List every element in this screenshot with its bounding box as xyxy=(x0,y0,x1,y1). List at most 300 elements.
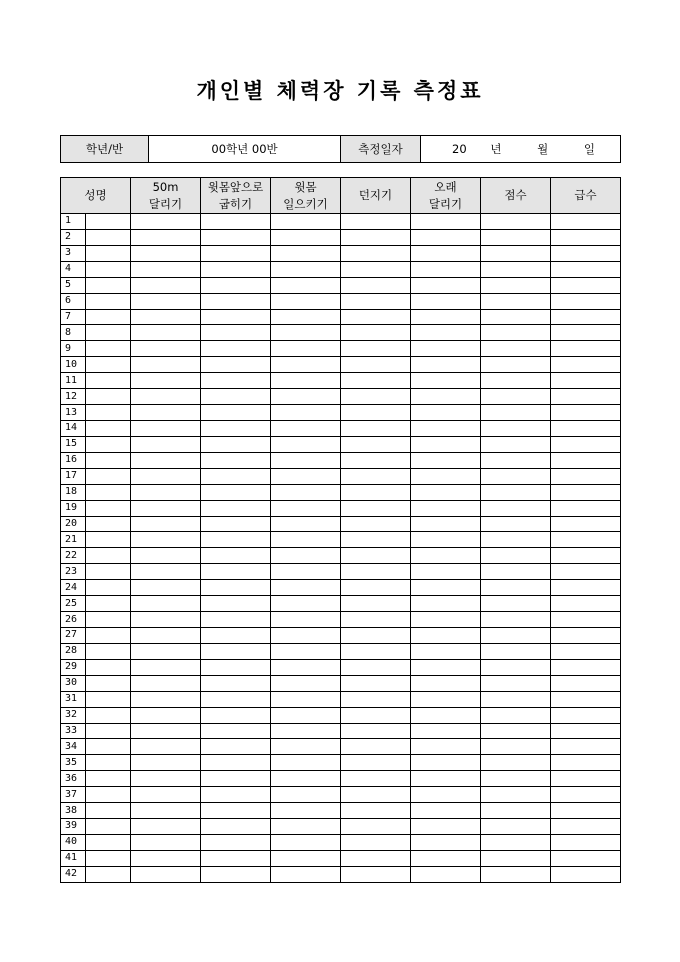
score-cell[interactable] xyxy=(481,627,551,643)
throw-cell[interactable] xyxy=(341,325,411,341)
score-cell[interactable] xyxy=(481,420,551,436)
grade-cell[interactable] xyxy=(551,866,621,882)
throw-cell[interactable] xyxy=(341,739,411,755)
run-50m-cell[interactable] xyxy=(131,389,201,405)
endurance-run-cell[interactable] xyxy=(411,548,481,564)
sit-and-reach-cell[interactable] xyxy=(201,787,271,803)
name-cell[interactable] xyxy=(86,309,131,325)
run-50m-cell[interactable] xyxy=(131,261,201,277)
sit-and-reach-cell[interactable] xyxy=(201,357,271,373)
score-cell[interactable] xyxy=(481,580,551,596)
score-cell[interactable] xyxy=(481,245,551,261)
score-cell[interactable] xyxy=(481,803,551,819)
name-cell[interactable] xyxy=(86,707,131,723)
sit-ups-cell[interactable] xyxy=(271,389,341,405)
grade-cell[interactable] xyxy=(551,596,621,612)
endurance-run-cell[interactable] xyxy=(411,277,481,293)
name-cell[interactable] xyxy=(86,277,131,293)
run-50m-cell[interactable] xyxy=(131,484,201,500)
score-cell[interactable] xyxy=(481,468,551,484)
grade-cell[interactable] xyxy=(551,293,621,309)
endurance-run-cell[interactable] xyxy=(411,468,481,484)
sit-and-reach-cell[interactable] xyxy=(201,532,271,548)
name-cell[interactable] xyxy=(86,325,131,341)
sit-and-reach-cell[interactable] xyxy=(201,484,271,500)
grade-cell[interactable] xyxy=(551,245,621,261)
grade-cell[interactable] xyxy=(551,723,621,739)
endurance-run-cell[interactable] xyxy=(411,325,481,341)
throw-cell[interactable] xyxy=(341,373,411,389)
endurance-run-cell[interactable] xyxy=(411,309,481,325)
endurance-run-cell[interactable] xyxy=(411,532,481,548)
name-cell[interactable] xyxy=(86,500,131,516)
sit-and-reach-cell[interactable] xyxy=(201,866,271,882)
sit-ups-cell[interactable] xyxy=(271,866,341,882)
endurance-run-cell[interactable] xyxy=(411,803,481,819)
name-cell[interactable] xyxy=(86,548,131,564)
run-50m-cell[interactable] xyxy=(131,659,201,675)
sit-ups-cell[interactable] xyxy=(271,214,341,230)
throw-cell[interactable] xyxy=(341,468,411,484)
name-cell[interactable] xyxy=(86,468,131,484)
grade-cell[interactable] xyxy=(551,325,621,341)
sit-ups-cell[interactable] xyxy=(271,357,341,373)
score-cell[interactable] xyxy=(481,659,551,675)
name-cell[interactable] xyxy=(86,739,131,755)
run-50m-cell[interactable] xyxy=(131,755,201,771)
run-50m-cell[interactable] xyxy=(131,325,201,341)
throw-cell[interactable] xyxy=(341,500,411,516)
sit-and-reach-cell[interactable] xyxy=(201,229,271,245)
sit-ups-cell[interactable] xyxy=(271,580,341,596)
grade-cell[interactable] xyxy=(551,405,621,421)
score-cell[interactable] xyxy=(481,357,551,373)
endurance-run-cell[interactable] xyxy=(411,500,481,516)
sit-and-reach-cell[interactable] xyxy=(201,691,271,707)
throw-cell[interactable] xyxy=(341,612,411,628)
sit-and-reach-cell[interactable] xyxy=(201,819,271,835)
score-cell[interactable] xyxy=(481,436,551,452)
throw-cell[interactable] xyxy=(341,293,411,309)
run-50m-cell[interactable] xyxy=(131,293,201,309)
sit-ups-cell[interactable] xyxy=(271,516,341,532)
grade-cell[interactable] xyxy=(551,627,621,643)
sit-ups-cell[interactable] xyxy=(271,309,341,325)
endurance-run-cell[interactable] xyxy=(411,866,481,882)
throw-cell[interactable] xyxy=(341,357,411,373)
name-cell[interactable] xyxy=(86,293,131,309)
run-50m-cell[interactable] xyxy=(131,516,201,532)
sit-ups-cell[interactable] xyxy=(271,675,341,691)
endurance-run-cell[interactable] xyxy=(411,691,481,707)
grade-cell[interactable] xyxy=(551,643,621,659)
grade-cell[interactable] xyxy=(551,675,621,691)
score-cell[interactable] xyxy=(481,787,551,803)
score-cell[interactable] xyxy=(481,596,551,612)
run-50m-cell[interactable] xyxy=(131,309,201,325)
endurance-run-cell[interactable] xyxy=(411,420,481,436)
endurance-run-cell[interactable] xyxy=(411,405,481,421)
sit-ups-cell[interactable] xyxy=(271,373,341,389)
endurance-run-cell[interactable] xyxy=(411,787,481,803)
name-cell[interactable] xyxy=(86,819,131,835)
grade-cell[interactable] xyxy=(551,261,621,277)
sit-ups-cell[interactable] xyxy=(271,755,341,771)
grade-cell[interactable] xyxy=(551,834,621,850)
name-cell[interactable] xyxy=(86,532,131,548)
name-cell[interactable] xyxy=(86,420,131,436)
endurance-run-cell[interactable] xyxy=(411,723,481,739)
run-50m-cell[interactable] xyxy=(131,612,201,628)
sit-and-reach-cell[interactable] xyxy=(201,755,271,771)
name-cell[interactable] xyxy=(86,866,131,882)
endurance-run-cell[interactable] xyxy=(411,389,481,405)
sit-ups-cell[interactable] xyxy=(271,245,341,261)
run-50m-cell[interactable] xyxy=(131,771,201,787)
score-cell[interactable] xyxy=(481,214,551,230)
run-50m-cell[interactable] xyxy=(131,452,201,468)
class-value-field[interactable]: 00학년 00반 xyxy=(149,136,341,163)
sit-ups-cell[interactable] xyxy=(271,771,341,787)
throw-cell[interactable] xyxy=(341,405,411,421)
grade-cell[interactable] xyxy=(551,341,621,357)
name-cell[interactable] xyxy=(86,643,131,659)
score-cell[interactable] xyxy=(481,261,551,277)
name-cell[interactable] xyxy=(86,596,131,612)
throw-cell[interactable] xyxy=(341,787,411,803)
endurance-run-cell[interactable] xyxy=(411,659,481,675)
sit-and-reach-cell[interactable] xyxy=(201,627,271,643)
throw-cell[interactable] xyxy=(341,675,411,691)
run-50m-cell[interactable] xyxy=(131,739,201,755)
sit-and-reach-cell[interactable] xyxy=(201,277,271,293)
endurance-run-cell[interactable] xyxy=(411,612,481,628)
name-cell[interactable] xyxy=(86,405,131,421)
name-cell[interactable] xyxy=(86,389,131,405)
sit-and-reach-cell[interactable] xyxy=(201,739,271,755)
sit-ups-cell[interactable] xyxy=(271,612,341,628)
endurance-run-cell[interactable] xyxy=(411,516,481,532)
grade-cell[interactable] xyxy=(551,755,621,771)
name-cell[interactable] xyxy=(86,755,131,771)
sit-ups-cell[interactable] xyxy=(271,452,341,468)
grade-cell[interactable] xyxy=(551,532,621,548)
name-cell[interactable] xyxy=(86,612,131,628)
endurance-run-cell[interactable] xyxy=(411,580,481,596)
sit-and-reach-cell[interactable] xyxy=(201,659,271,675)
grade-cell[interactable] xyxy=(551,373,621,389)
sit-and-reach-cell[interactable] xyxy=(201,325,271,341)
name-cell[interactable] xyxy=(86,691,131,707)
run-50m-cell[interactable] xyxy=(131,500,201,516)
run-50m-cell[interactable] xyxy=(131,819,201,835)
run-50m-cell[interactable] xyxy=(131,548,201,564)
throw-cell[interactable] xyxy=(341,707,411,723)
sit-ups-cell[interactable] xyxy=(271,532,341,548)
name-cell[interactable] xyxy=(86,580,131,596)
sit-ups-cell[interactable] xyxy=(271,707,341,723)
run-50m-cell[interactable] xyxy=(131,787,201,803)
throw-cell[interactable] xyxy=(341,564,411,580)
score-cell[interactable] xyxy=(481,675,551,691)
throw-cell[interactable] xyxy=(341,516,411,532)
score-cell[interactable] xyxy=(481,452,551,468)
grade-cell[interactable] xyxy=(551,277,621,293)
throw-cell[interactable] xyxy=(341,309,411,325)
sit-ups-cell[interactable] xyxy=(271,643,341,659)
endurance-run-cell[interactable] xyxy=(411,436,481,452)
endurance-run-cell[interactable] xyxy=(411,341,481,357)
score-cell[interactable] xyxy=(481,229,551,245)
throw-cell[interactable] xyxy=(341,214,411,230)
sit-and-reach-cell[interactable] xyxy=(201,309,271,325)
grade-cell[interactable] xyxy=(551,548,621,564)
endurance-run-cell[interactable] xyxy=(411,245,481,261)
endurance-run-cell[interactable] xyxy=(411,596,481,612)
sit-and-reach-cell[interactable] xyxy=(201,261,271,277)
sit-and-reach-cell[interactable] xyxy=(201,405,271,421)
sit-ups-cell[interactable] xyxy=(271,803,341,819)
run-50m-cell[interactable] xyxy=(131,420,201,436)
score-cell[interactable] xyxy=(481,309,551,325)
name-cell[interactable] xyxy=(86,771,131,787)
throw-cell[interactable] xyxy=(341,484,411,500)
run-50m-cell[interactable] xyxy=(131,643,201,659)
sit-and-reach-cell[interactable] xyxy=(201,612,271,628)
sit-and-reach-cell[interactable] xyxy=(201,548,271,564)
endurance-run-cell[interactable] xyxy=(411,819,481,835)
throw-cell[interactable] xyxy=(341,643,411,659)
score-cell[interactable] xyxy=(481,293,551,309)
sit-ups-cell[interactable] xyxy=(271,261,341,277)
score-cell[interactable] xyxy=(481,325,551,341)
name-cell[interactable] xyxy=(86,373,131,389)
grade-cell[interactable] xyxy=(551,357,621,373)
endurance-run-cell[interactable] xyxy=(411,627,481,643)
throw-cell[interactable] xyxy=(341,420,411,436)
sit-and-reach-cell[interactable] xyxy=(201,771,271,787)
score-cell[interactable] xyxy=(481,691,551,707)
run-50m-cell[interactable] xyxy=(131,627,201,643)
grade-cell[interactable] xyxy=(551,468,621,484)
score-cell[interactable] xyxy=(481,723,551,739)
run-50m-cell[interactable] xyxy=(131,373,201,389)
grade-cell[interactable] xyxy=(551,803,621,819)
sit-and-reach-cell[interactable] xyxy=(201,516,271,532)
run-50m-cell[interactable] xyxy=(131,675,201,691)
name-cell[interactable] xyxy=(86,436,131,452)
sit-and-reach-cell[interactable] xyxy=(201,643,271,659)
grade-cell[interactable] xyxy=(551,214,621,230)
sit-and-reach-cell[interactable] xyxy=(201,675,271,691)
grade-cell[interactable] xyxy=(551,420,621,436)
grade-cell[interactable] xyxy=(551,516,621,532)
name-cell[interactable] xyxy=(86,564,131,580)
grade-cell[interactable] xyxy=(551,659,621,675)
name-cell[interactable] xyxy=(86,341,131,357)
sit-ups-cell[interactable] xyxy=(271,436,341,452)
run-50m-cell[interactable] xyxy=(131,468,201,484)
run-50m-cell[interactable] xyxy=(131,532,201,548)
throw-cell[interactable] xyxy=(341,659,411,675)
sit-and-reach-cell[interactable] xyxy=(201,420,271,436)
name-cell[interactable] xyxy=(86,261,131,277)
score-cell[interactable] xyxy=(481,532,551,548)
score-cell[interactable] xyxy=(481,834,551,850)
throw-cell[interactable] xyxy=(341,580,411,596)
score-cell[interactable] xyxy=(481,373,551,389)
sit-ups-cell[interactable] xyxy=(271,739,341,755)
throw-cell[interactable] xyxy=(341,261,411,277)
throw-cell[interactable] xyxy=(341,596,411,612)
run-50m-cell[interactable] xyxy=(131,866,201,882)
run-50m-cell[interactable] xyxy=(131,436,201,452)
sit-ups-cell[interactable] xyxy=(271,325,341,341)
endurance-run-cell[interactable] xyxy=(411,452,481,468)
run-50m-cell[interactable] xyxy=(131,803,201,819)
grade-cell[interactable] xyxy=(551,707,621,723)
throw-cell[interactable] xyxy=(341,389,411,405)
run-50m-cell[interactable] xyxy=(131,596,201,612)
sit-ups-cell[interactable] xyxy=(271,405,341,421)
name-cell[interactable] xyxy=(86,516,131,532)
sit-ups-cell[interactable] xyxy=(271,819,341,835)
sit-ups-cell[interactable] xyxy=(271,627,341,643)
endurance-run-cell[interactable] xyxy=(411,373,481,389)
name-cell[interactable] xyxy=(86,245,131,261)
throw-cell[interactable] xyxy=(341,803,411,819)
throw-cell[interactable] xyxy=(341,341,411,357)
run-50m-cell[interactable] xyxy=(131,834,201,850)
sit-and-reach-cell[interactable] xyxy=(201,341,271,357)
score-cell[interactable] xyxy=(481,277,551,293)
endurance-run-cell[interactable] xyxy=(411,755,481,771)
grade-cell[interactable] xyxy=(551,564,621,580)
run-50m-cell[interactable] xyxy=(131,580,201,596)
sit-ups-cell[interactable] xyxy=(271,468,341,484)
grade-cell[interactable] xyxy=(551,771,621,787)
name-cell[interactable] xyxy=(86,659,131,675)
score-cell[interactable] xyxy=(481,850,551,866)
sit-and-reach-cell[interactable] xyxy=(201,214,271,230)
run-50m-cell[interactable] xyxy=(131,691,201,707)
throw-cell[interactable] xyxy=(341,245,411,261)
endurance-run-cell[interactable] xyxy=(411,484,481,500)
throw-cell[interactable] xyxy=(341,723,411,739)
score-cell[interactable] xyxy=(481,819,551,835)
run-50m-cell[interactable] xyxy=(131,214,201,230)
sit-and-reach-cell[interactable] xyxy=(201,293,271,309)
grade-cell[interactable] xyxy=(551,484,621,500)
sit-ups-cell[interactable] xyxy=(271,293,341,309)
score-cell[interactable] xyxy=(481,755,551,771)
sit-ups-cell[interactable] xyxy=(271,834,341,850)
throw-cell[interactable] xyxy=(341,834,411,850)
sit-ups-cell[interactable] xyxy=(271,420,341,436)
endurance-run-cell[interactable] xyxy=(411,229,481,245)
score-cell[interactable] xyxy=(481,389,551,405)
throw-cell[interactable] xyxy=(341,866,411,882)
sit-and-reach-cell[interactable] xyxy=(201,803,271,819)
name-cell[interactable] xyxy=(86,214,131,230)
score-cell[interactable] xyxy=(481,405,551,421)
throw-cell[interactable] xyxy=(341,691,411,707)
throw-cell[interactable] xyxy=(341,850,411,866)
endurance-run-cell[interactable] xyxy=(411,293,481,309)
grade-cell[interactable] xyxy=(551,389,621,405)
name-cell[interactable] xyxy=(86,850,131,866)
run-50m-cell[interactable] xyxy=(131,245,201,261)
throw-cell[interactable] xyxy=(341,532,411,548)
grade-cell[interactable] xyxy=(551,229,621,245)
endurance-run-cell[interactable] xyxy=(411,643,481,659)
sit-ups-cell[interactable] xyxy=(271,277,341,293)
sit-ups-cell[interactable] xyxy=(271,659,341,675)
sit-and-reach-cell[interactable] xyxy=(201,245,271,261)
sit-and-reach-cell[interactable] xyxy=(201,500,271,516)
sit-and-reach-cell[interactable] xyxy=(201,723,271,739)
run-50m-cell[interactable] xyxy=(131,229,201,245)
run-50m-cell[interactable] xyxy=(131,357,201,373)
run-50m-cell[interactable] xyxy=(131,341,201,357)
throw-cell[interactable] xyxy=(341,819,411,835)
sit-and-reach-cell[interactable] xyxy=(201,596,271,612)
name-cell[interactable] xyxy=(86,834,131,850)
run-50m-cell[interactable] xyxy=(131,707,201,723)
endurance-run-cell[interactable] xyxy=(411,261,481,277)
name-cell[interactable] xyxy=(86,452,131,468)
grade-cell[interactable] xyxy=(551,436,621,452)
sit-ups-cell[interactable] xyxy=(271,341,341,357)
sit-and-reach-cell[interactable] xyxy=(201,389,271,405)
grade-cell[interactable] xyxy=(551,612,621,628)
sit-ups-cell[interactable] xyxy=(271,691,341,707)
endurance-run-cell[interactable] xyxy=(411,739,481,755)
score-cell[interactable] xyxy=(481,516,551,532)
sit-and-reach-cell[interactable] xyxy=(201,452,271,468)
name-cell[interactable] xyxy=(86,229,131,245)
throw-cell[interactable] xyxy=(341,755,411,771)
sit-ups-cell[interactable] xyxy=(271,500,341,516)
sit-ups-cell[interactable] xyxy=(271,850,341,866)
sit-ups-cell[interactable] xyxy=(271,548,341,564)
sit-ups-cell[interactable] xyxy=(271,484,341,500)
score-cell[interactable] xyxy=(481,739,551,755)
throw-cell[interactable] xyxy=(341,548,411,564)
name-cell[interactable] xyxy=(86,484,131,500)
score-cell[interactable] xyxy=(481,341,551,357)
sit-and-reach-cell[interactable] xyxy=(201,564,271,580)
endurance-run-cell[interactable] xyxy=(411,707,481,723)
name-cell[interactable] xyxy=(86,627,131,643)
grade-cell[interactable] xyxy=(551,739,621,755)
run-50m-cell[interactable] xyxy=(131,723,201,739)
throw-cell[interactable] xyxy=(341,277,411,293)
score-cell[interactable] xyxy=(481,866,551,882)
date-value-field[interactable] xyxy=(421,136,621,163)
endurance-run-cell[interactable] xyxy=(411,357,481,373)
sit-ups-cell[interactable] xyxy=(271,787,341,803)
grade-cell[interactable] xyxy=(551,580,621,596)
name-cell[interactable] xyxy=(86,723,131,739)
sit-and-reach-cell[interactable] xyxy=(201,580,271,596)
sit-ups-cell[interactable] xyxy=(271,229,341,245)
sit-and-reach-cell[interactable] xyxy=(201,468,271,484)
score-cell[interactable] xyxy=(481,564,551,580)
throw-cell[interactable] xyxy=(341,452,411,468)
sit-ups-cell[interactable] xyxy=(271,596,341,612)
score-cell[interactable] xyxy=(481,707,551,723)
